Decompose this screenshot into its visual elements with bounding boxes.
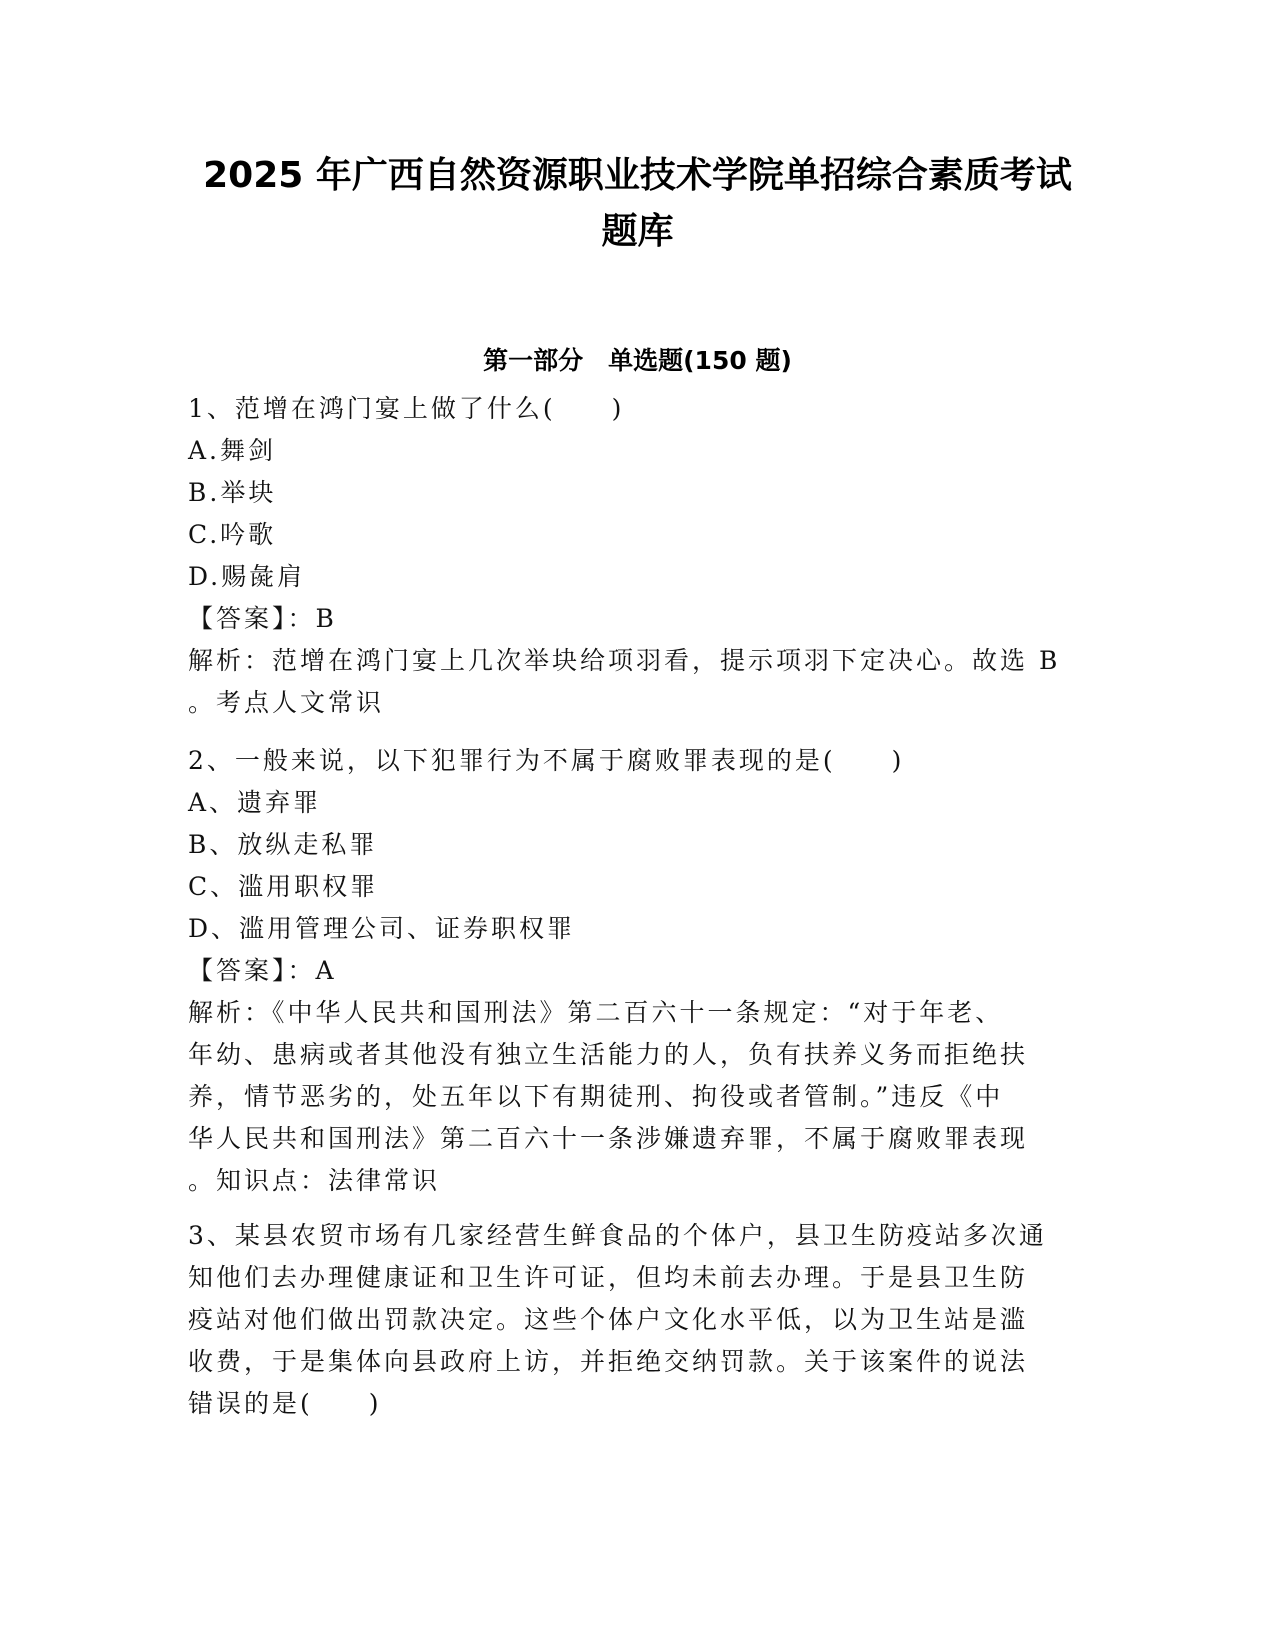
analysis-line: 。知识点：法律常识 — [188, 1166, 441, 1195]
option-d: D.赐彘肩 — [188, 562, 306, 591]
option-b: B.举块 — [188, 478, 277, 507]
question-stem-line: 疫站对他们做出罚款决定。这些个体户文化水平低，以为卫生站是滥 — [188, 1305, 1029, 1334]
answer-line — [188, 598, 1088, 640]
question-2 — [188, 740, 1088, 1202]
answer-label: 【答案】 — [188, 956, 288, 985]
question-stem-line: 错误的是( ) — [188, 1389, 382, 1418]
analysis-line: 养，情节恶劣的，处五年以下有期徒刑、拘役或者管制。”违反《中 — [188, 1082, 1004, 1111]
question-stem: 1、范增在鸿门宴上做了什么( ) — [188, 394, 625, 423]
title-line-2: 题库 — [601, 211, 674, 252]
section-heading: 第一部分 单选题(150 题) — [483, 346, 792, 375]
analysis-line: 解析：范增在鸿门宴上几次举块给项羽看，提示项羽下定决心。故选 B — [188, 646, 1061, 675]
analysis-line: 解析：《中华人民共和国刑法》第二百六十一条规定：“对于年老、 — [188, 998, 1004, 1027]
question-1 — [188, 388, 1088, 724]
answer-label: 【答案】 — [188, 604, 288, 633]
analysis-line: 华人民共和国刑法》第二百六十一条涉嫌遗弃罪，不属于腐败罪表现 — [188, 1124, 1029, 1153]
option-a: A、遗弃罪 — [188, 788, 322, 817]
analysis-line: 年幼、患病或者其他没有独立生活能力的人，负有扶养义务而拒绝扶 — [188, 1040, 1029, 1069]
question-stem: 2、一般来说，以下犯罪行为不属于腐败罪表现的是( ) — [188, 746, 905, 775]
question-stem-line: 收费，于是集体向县政府上访，并拒绝交纳罚款。关于该案件的说法 — [188, 1347, 1029, 1376]
document-title — [150, 148, 1125, 260]
option-a: A.舞剑 — [188, 436, 277, 465]
title-line-1: 2025 年广西自然资源职业技术学院单招综合素质考试 — [203, 155, 1072, 196]
question-stem-line: 知他们去办理健康证和卫生许可证，但均未前去办理。于是县卫生防 — [188, 1263, 1029, 1292]
question-3 — [188, 1215, 1088, 1425]
option-c: C.吟歌 — [188, 520, 277, 549]
answer-line — [188, 950, 1088, 992]
option-c: C、滥用职权罪 — [188, 872, 379, 901]
option-b: B、放纵走私罪 — [188, 830, 378, 859]
option-d: D、滥用管理公司、证券职权罪 — [188, 914, 576, 943]
answer-value: ：B — [287, 604, 337, 633]
answer-value: ：A — [287, 956, 337, 985]
analysis-line: 。考点人文常识 — [188, 688, 385, 717]
question-stem-line: 3、某县农贸市场有几家经营生鲜食品的个体户，县卫生防疫站多次通 — [188, 1221, 1047, 1250]
